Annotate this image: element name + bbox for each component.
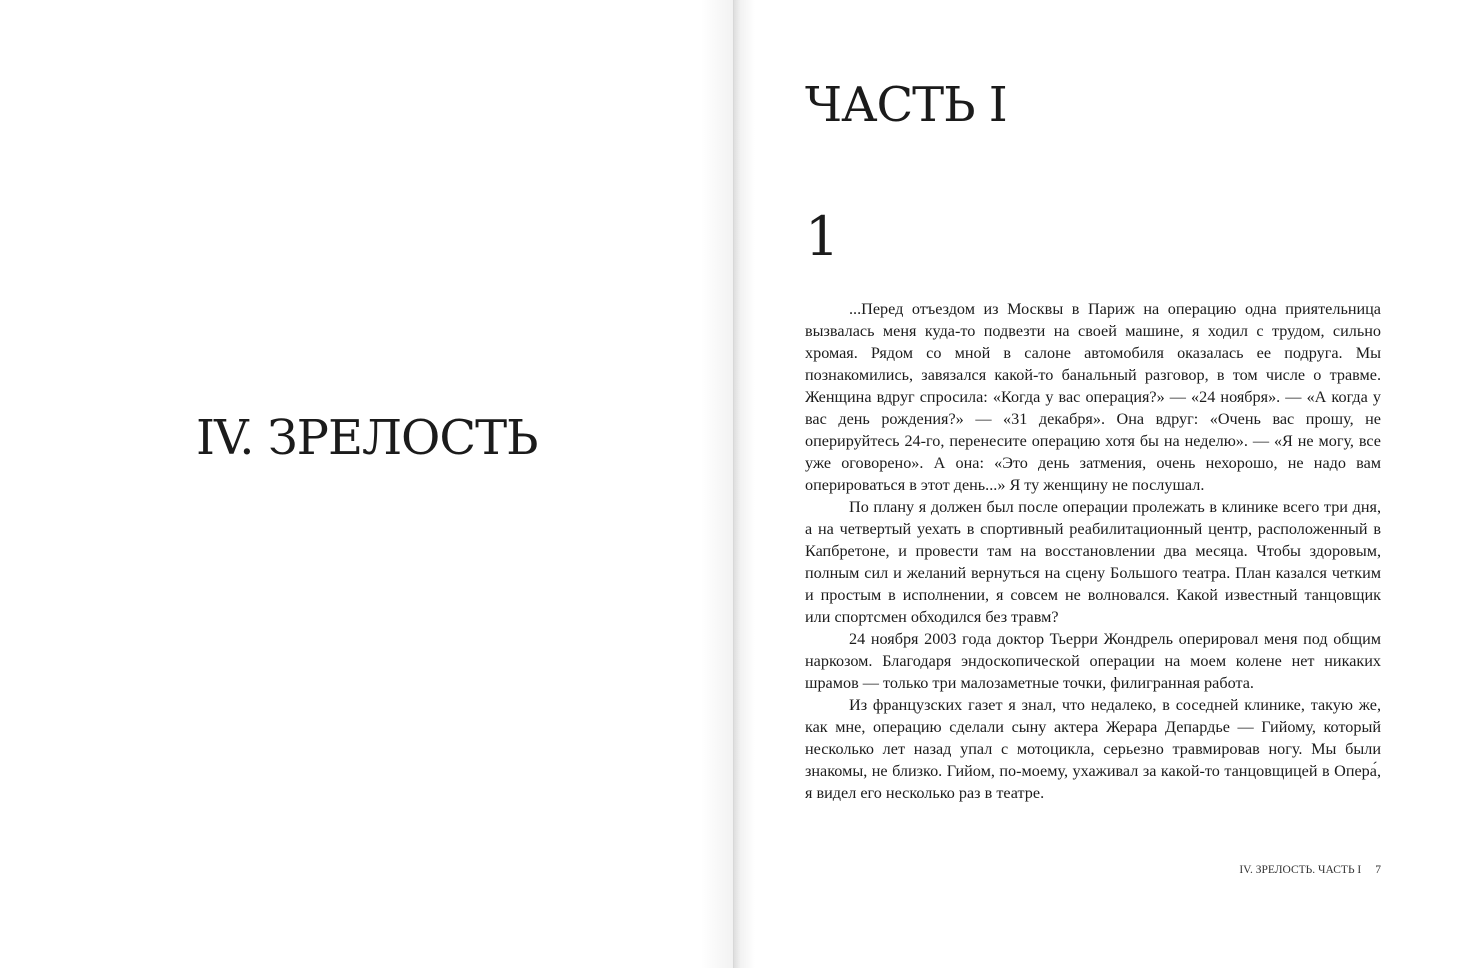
right-page — [733, 0, 1469, 968]
gutter-shadow-right — [733, 0, 755, 968]
left-page — [0, 0, 733, 968]
body-paragraph: ...Перед отъездом из Москвы в Париж на операцию одна приятельница вызвалась меня куда-то подвезти на своей машине, я ходил с трудом, сильно хромая. Рядом со мной в салоне автомобиля оказалась ее подруга. Мы познакомились, завязался какой-то банальный разговор, в том числе о травме. Женщина вдруг спросила: «Когда у вас операция?» — «24 ноября». — «А когда у вас день рождения?» — «31 декабря». Она вдруг: «Очень вас прошу, не оперируйтесь 24-го, перенесите операцию хотя бы на неделю». — «Я не могу, все уже оговорено». А она: «Это день затмения, очень нехорошо, не надо вам оперироваться в этот день...» Я ту женщину не послушал. — [805, 300, 1381, 494]
page-number: 7 — [1375, 864, 1381, 876]
book-gutter — [733, 0, 734, 968]
running-title: IV. ЗРЕЛОСТЬ. ЧАСТЬ I — [1239, 864, 1362, 876]
section-title: IV. ЗРЕЛОСТЬ — [196, 410, 538, 466]
body-paragraph: 24 ноября 2003 года доктор Тьерри Жондрель оперировал меня под общим наркозом. Благодаря эндоскопической операции на моем колене нет никаких шрамов — только три малозаметные точки, филигранная работа. — [805, 630, 1381, 692]
chapter-body-text — [805, 298, 1381, 804]
chapter-number: 1 — [805, 205, 840, 268]
gutter-shadow-left — [700, 0, 733, 968]
running-footer — [1239, 862, 1381, 878]
part-title: ЧАСТЬ I — [805, 77, 1007, 133]
body-paragraph: По плану я должен был после операции пролежать в клинике всего три дня, а на четвертый уехать в спортивный реабилитационный центр, расположенный в Капбретоне, и провести там на восстановлении два месяца. Чтобы здоровым, полным сил и желаний вернуться на сцену Большого театра. План казался четким и простым в исполнении, я совсем не волновался. Какой известный танцовщик или спортсмен обходился без травм? — [805, 498, 1381, 626]
body-paragraph: Из французских газет я знал, что недалеко, в соседней клинике, такую же, как мне, операцию сделали сыну актера Жерара Депардье — Гийому, который несколько лет назад упал с мотоцикла, серьезно травмировав ногу. Мы были знакомы, не близко. Гийом, по-моему, ухаживал за какой-то танцовщицей в Опера́, я видел его несколько раз в театре. — [805, 696, 1381, 802]
